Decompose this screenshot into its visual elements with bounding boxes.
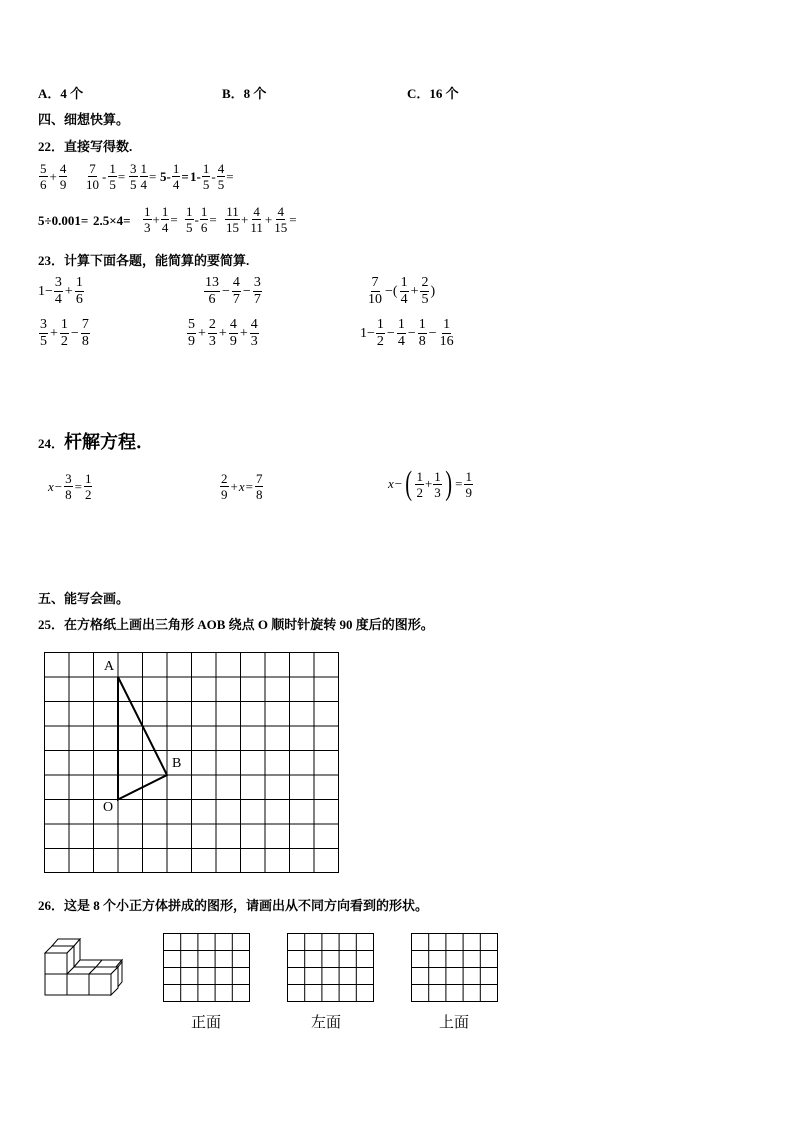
section-5-heading: 五、能写会画。 (38, 591, 130, 606)
question-24-title: 24．杆解方程． (38, 432, 155, 452)
front-view-label: 正面 (191, 1014, 222, 1031)
q22-expr-8: $\frac{1}{3}$ + $\frac{1}{4}$ = (144, 204, 178, 235)
q23-problem-6: 1− $\frac{1}{2}$ − $\frac{1}{4}$ − $\frac{1}{8}$ − $\frac{1}{16}$ (360, 317, 454, 349)
question-26-title: 26．这是 8 个小正方体拼成的图形，请画出从不同方向看到的形状。 (38, 898, 429, 913)
q22-expr-1: $\frac{5}{6}$ + $\frac{4}{9}$ (40, 161, 67, 192)
choice-b: B．8 个 (222, 86, 267, 101)
q22-expr-5: 1- $\frac{1}{5}$ - $\frac{4}{5}$ = (190, 161, 234, 192)
q22-expr-6: 5÷0.001= (38, 213, 89, 228)
rotation-grid (44, 652, 340, 874)
q22-expr-10: $\frac{11}{15}$ + $\frac{4}{11}$ + $\frac{4}{15}$ = (226, 204, 297, 235)
choice-a: A．4 个 (38, 86, 84, 101)
q23-problem-3: $\frac{7}{10}$ −( $\frac{1}{4}$ + $\frac{2}{5}$ ) (368, 275, 436, 307)
q22-expr-2: $\frac{7}{10}$ - $\frac{1}{5}$ = (86, 161, 126, 192)
top-view-grid (411, 933, 499, 1003)
q24-equation-2: $\frac{2}{9}$ + x = $\frac{7}{8}$ (221, 471, 263, 502)
point-a-label: A (104, 659, 115, 674)
cube-figure (44, 938, 124, 996)
q23-problem-1: 1− $\frac{3}{4}$ + $\frac{1}{6}$ (38, 275, 83, 307)
point-o-label: O (103, 800, 114, 815)
front-view-grid (163, 933, 251, 1003)
q22-expr-3: $\frac{3}{5}$ $\frac{1}{4}$ = (130, 161, 157, 192)
point-b-label: B (172, 756, 182, 771)
q23-problem-4: $\frac{3}{5}$ + $\frac{1}{2}$ − $\frac{7}{8}$ (40, 317, 89, 349)
q22-expr-7: 2.5×4= (93, 213, 131, 228)
q23-problem-5: $\frac{5}{9}$ + $\frac{2}{3}$ + $\frac{4}{9}$ + $\frac{4}{3}$ (188, 317, 258, 349)
left-view-grid (287, 933, 375, 1003)
q23-problem-2: $\frac{13}{6}$ − $\frac{4}{7}$ − $\frac{3}{7}$ (205, 275, 261, 307)
left-view-label: 左面 (311, 1014, 342, 1031)
section-4-heading: 四、细想快算。 (38, 112, 130, 127)
question-25-title: 25．在方格纸上画出三角形 AOB 绕点 O 顺时针旋转 90 度后的图形。 (38, 617, 434, 632)
q24-equation-1: x − $\frac{3}{8}$ = $\frac{1}{2}$ (48, 471, 92, 502)
q24-equation-3: x − ( $\frac{1}{2}$ + $\frac{1}{3}$ ) = $\frac{1}{9}$ (388, 465, 472, 502)
top-view-label: 上面 (439, 1014, 470, 1031)
choice-c: C．16 个 (407, 86, 459, 101)
question-22-title: 22．直接写得数. (38, 139, 133, 154)
q22-expr-4: 5- $\frac{1}{4}$ = (160, 161, 189, 192)
q22-expr-9: $\frac{1}{5}$ - $\frac{1}{6}$ = (186, 204, 217, 235)
question-23-title: 23．计算下面各题，能简算的要简算. (38, 253, 250, 268)
